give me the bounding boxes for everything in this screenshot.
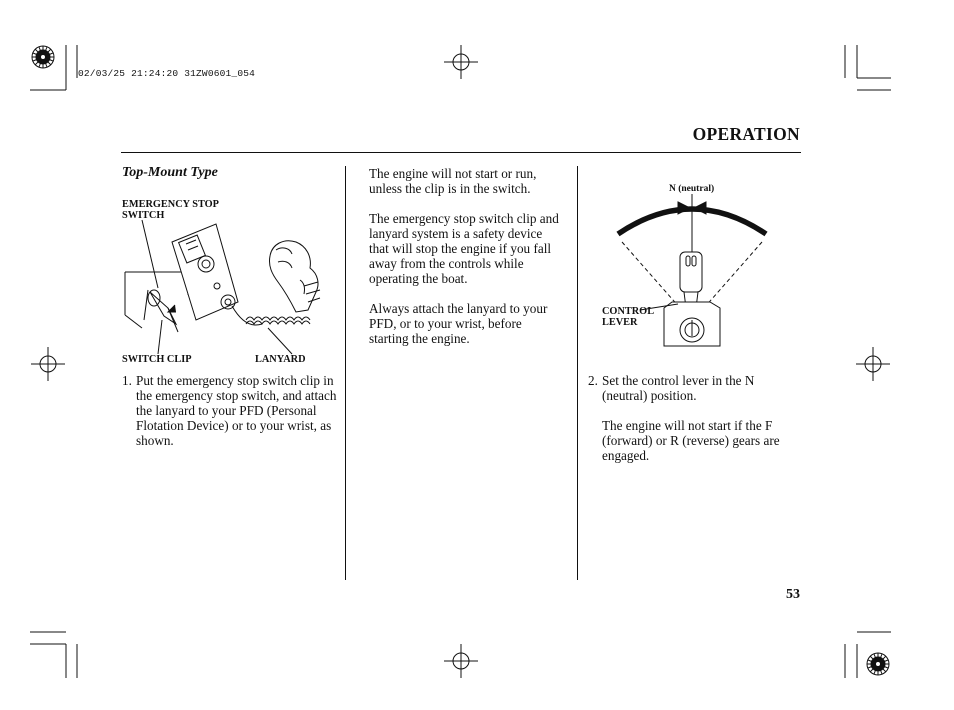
- paragraph-clip-required: The engine will not start or run, unless the clip is in the switch.: [369, 166, 537, 196]
- step-1-text: Put the emergency stop switch clip in the emergency stop switch, and attach the lanyard to your PFD (Personal Flotation Device) or to your wrist, as shown.: [136, 373, 337, 448]
- section-title: OPERATION: [692, 124, 800, 144]
- top-mount-type-heading: Top-Mount Type: [122, 165, 218, 180]
- print-timestamp: 02/03/25 21:24:20 31ZW0601_054: [78, 68, 256, 79]
- gear-engaged-note: The engine will not start if the F (forward) or R (reverse) gears are engaged.: [602, 418, 780, 463]
- step-2-number: 2.: [588, 373, 598, 388]
- paragraph-safety-device: The emergency stop switch clip and lanyard system is a safety device that will stop the engine if you fall away from the controls while operating the boat.: [369, 211, 559, 286]
- column-divider-left: [345, 166, 346, 580]
- switch-clip-label: SWITCH CLIP: [122, 354, 192, 365]
- column-divider-right: [577, 166, 578, 580]
- header-rule: [121, 152, 801, 153]
- emergency-stop-switch-illustration: [120, 220, 340, 350]
- step-2-text: Set the control lever in the N (neutral) position.: [602, 373, 755, 403]
- emergency-stop-switch-label: EMERGENCY STOP SWITCH: [122, 199, 219, 221]
- step-2: [588, 373, 800, 463]
- page-number: 53: [786, 587, 800, 602]
- paragraph-attach-lanyard: Always attach the lanyard to your PFD, or to your wrist, before starting the engine.: [369, 301, 548, 346]
- step-1: [122, 373, 342, 448]
- neutral-label: N (neutral): [669, 184, 715, 194]
- step-1-number: 1.: [122, 373, 132, 388]
- middle-column-text: [369, 166, 564, 346]
- lanyard-label: LANYARD: [255, 354, 306, 365]
- control-lever-label: CONTROL LEVER: [602, 306, 655, 328]
